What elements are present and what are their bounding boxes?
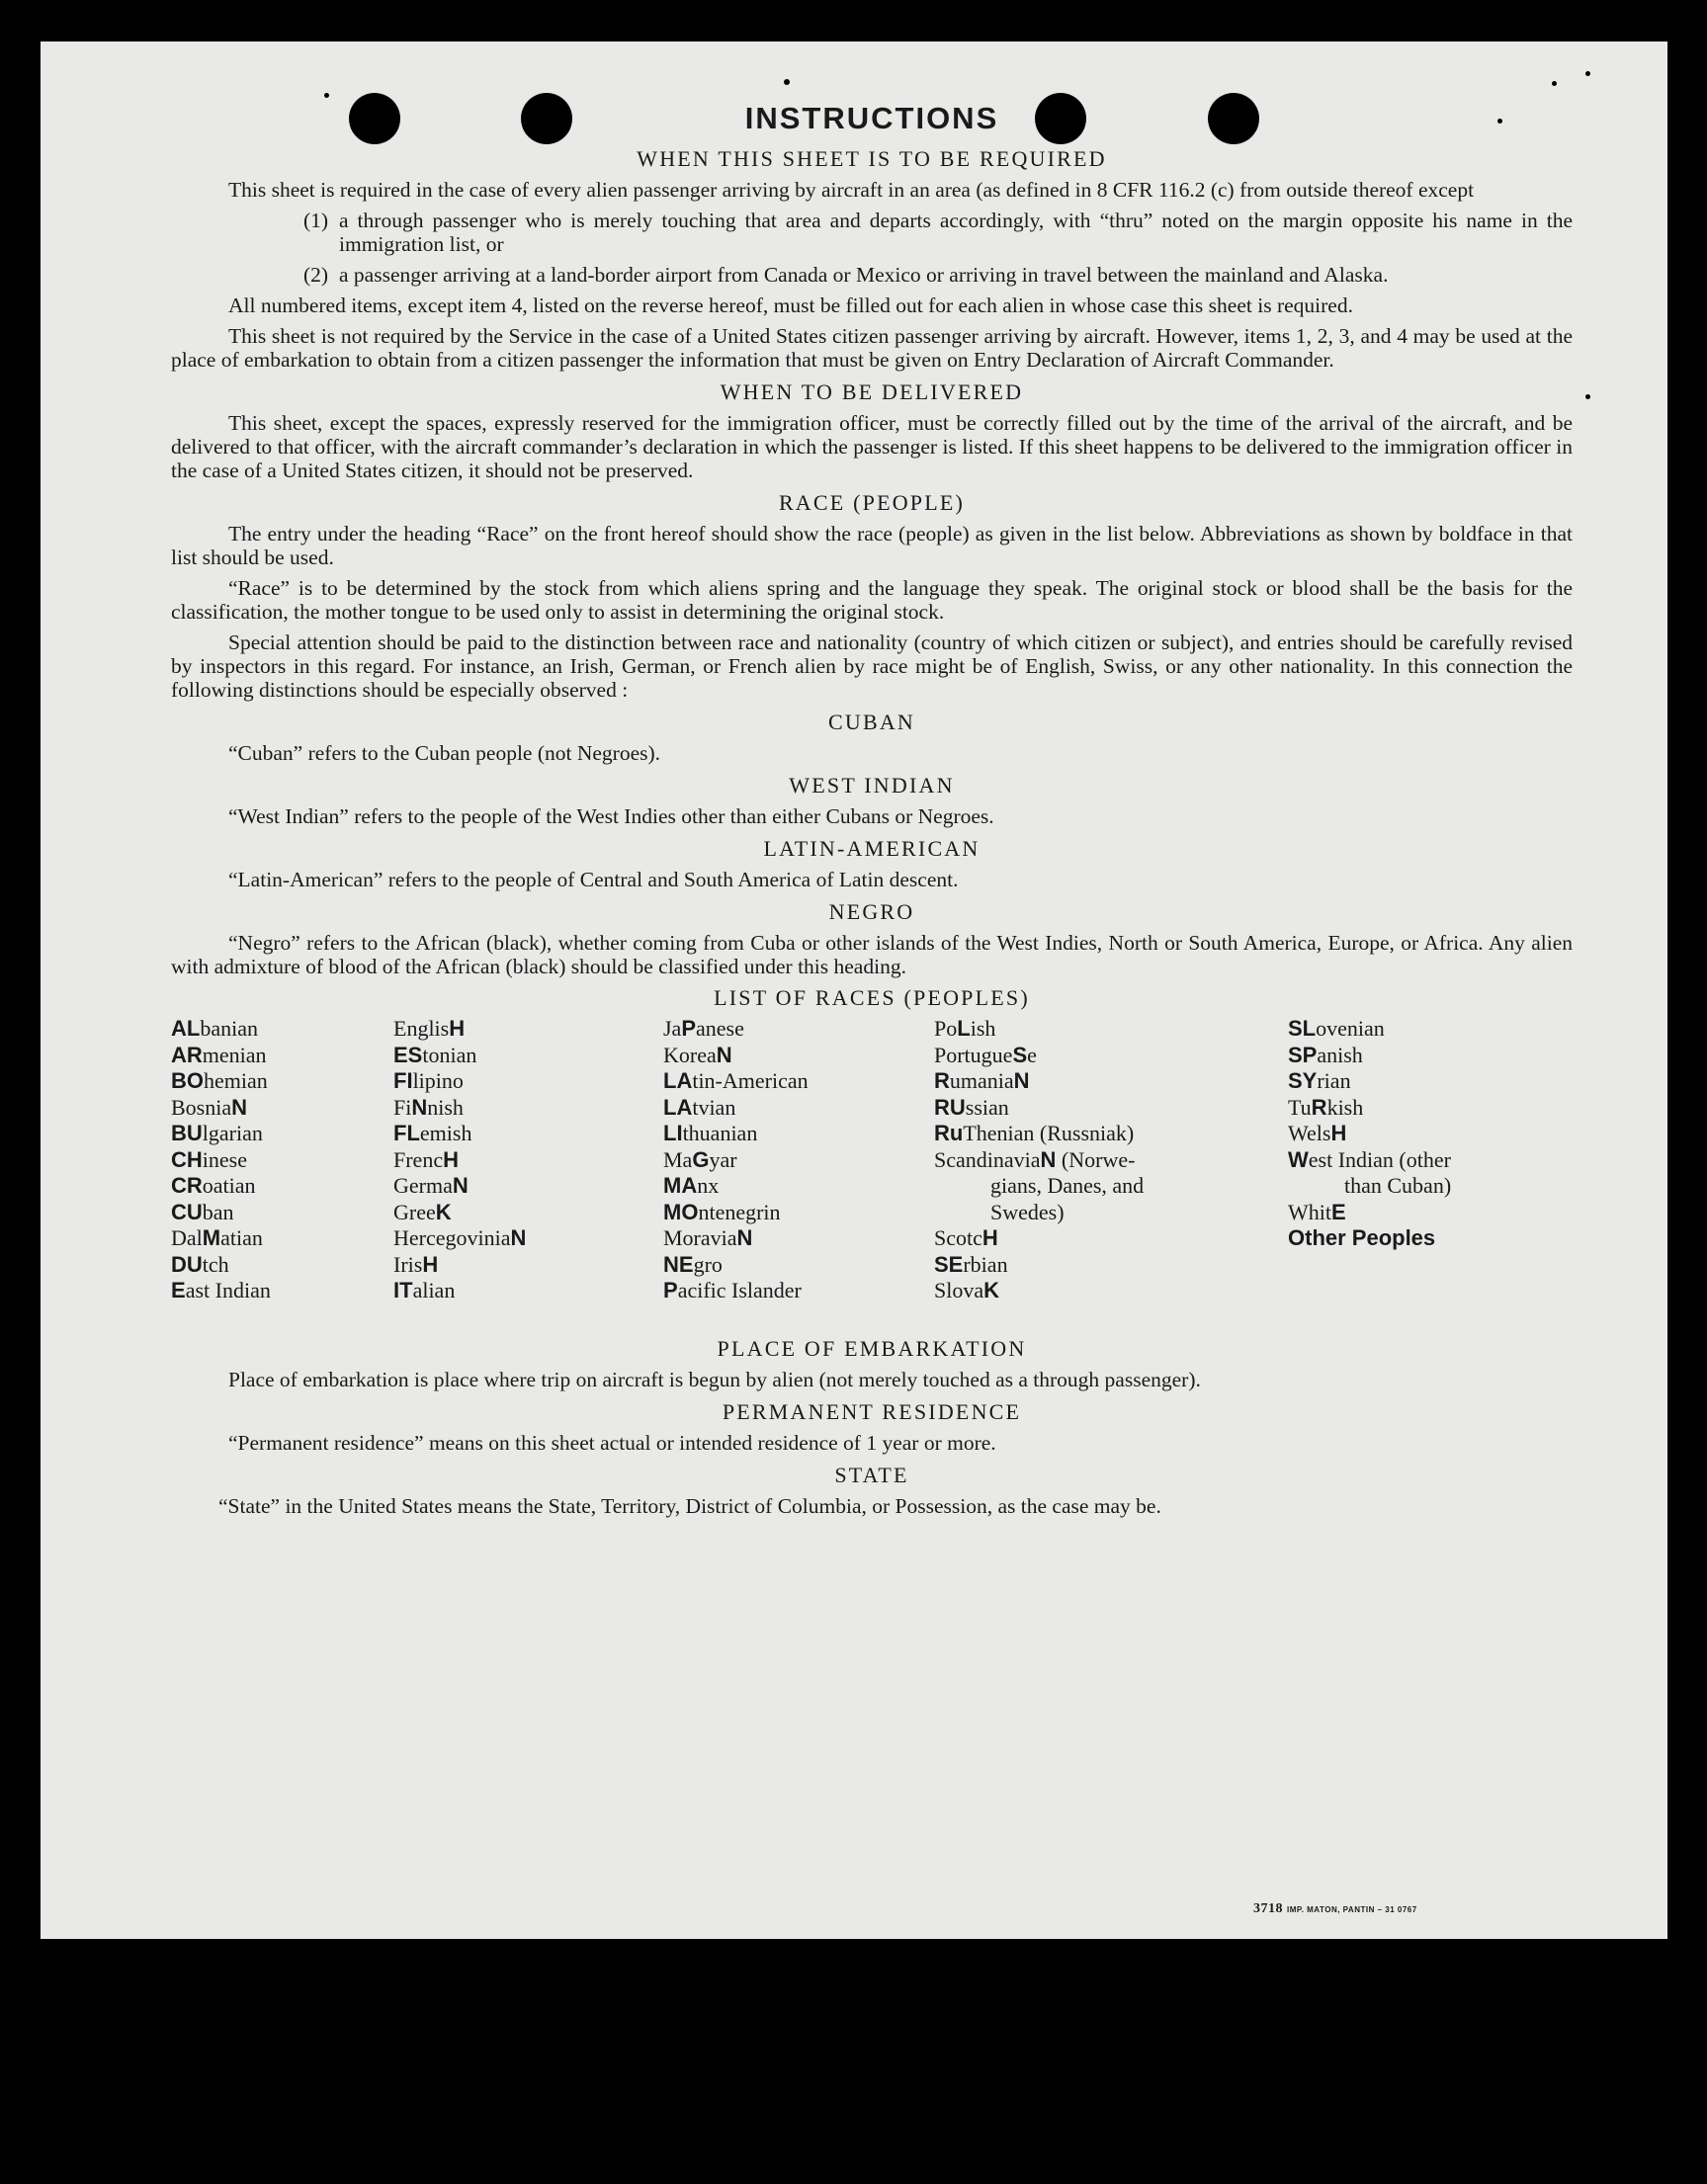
heading-permanent-residence: PERMANENT RESIDENCE (722, 1399, 1022, 1424)
race-entry: PortugueSe (934, 1042, 1037, 1067)
paragraph: All numbered items, except item 4, listed on the reverse hereof, must be filled out for each alien in whose case this sheet is required. (228, 294, 1353, 317)
paragraph: Special attention should be paid to the distinction between race and nationality (country of which citizen or subject), and entries should be carefully revised by inspectors in this regard. For instance, an Irish, German, or French alien by race might be of English, Swiss, or any other nationality. In this connection the following distinctions should be especially observed : (171, 630, 1573, 702)
race-entry: RuThenian (Russniak) (934, 1121, 1135, 1145)
speck (784, 79, 790, 85)
races-column (1288, 1016, 1451, 1252)
race-entry: FrencH (393, 1146, 459, 1172)
race-entry: ARmenian (171, 1042, 267, 1067)
race-entry: PoLish (934, 1016, 996, 1041)
heading-state: STATE (834, 1463, 909, 1487)
race-entry: KoreaN (663, 1042, 732, 1067)
list-item (171, 209, 1573, 256)
race-entry: CHinese (171, 1146, 247, 1172)
paragraph: This sheet is required in the case of every alien passenger arriving by aircraft in an area (as defined in 8 CFR 116.2 (c) from outside thereof except (228, 178, 1475, 202)
form-number: 3718 (1253, 1901, 1283, 1916)
paragraph: This sheet is not required by the Service in the case of a United States citizen passenger arriving by aircraft. However, items 1, 2, 3, and 4 may be used at the place of embarkation to obtain from a citizen passenger the information that must be given on Entry Declaration of Aircraft Commander. (171, 324, 1573, 372)
race-entry: WelsH (1288, 1121, 1347, 1145)
list-item (171, 263, 1573, 287)
race-entry-continuation: than Cuban) (1344, 1173, 1452, 1198)
races-column (663, 1016, 809, 1304)
race-entry: GermaN (393, 1173, 469, 1198)
paragraph: “Negro” refers to the African (black), whether coming from Cuba or other islands of the West Indies, North or South America, Europe, or Africa. Any alien with admixture of blood of the African (black) should be classified under this heading. (171, 931, 1573, 978)
paragraph: “Cuban” refers to the Cuban people (not Negroes). (228, 741, 661, 765)
race-entry: BOhemian (171, 1068, 268, 1093)
document-sheet (41, 42, 1667, 1939)
speck (1552, 81, 1557, 86)
race-entry: ITalian (393, 1278, 456, 1302)
paragraph: The entry under the heading “Race” on the front hereof should show the race (people) as given in the list below. Abbreviations as shown by boldface in that list should be used. (171, 522, 1573, 569)
race-entry: CRoatian (171, 1173, 256, 1198)
item-number: (1) (303, 209, 329, 232)
race-entry: RumaniaN (934, 1068, 1030, 1093)
item-text: a passenger arriving at a land-border airport from Canada or Mexico or arriving in travel between the mainland and Alaska. (339, 263, 1389, 287)
race-entry-continuation: Swedes) (990, 1199, 1065, 1224)
race-entry: EStonian (393, 1042, 477, 1067)
race-entry: SPanish (1288, 1042, 1363, 1067)
page-title: INSTRUCTIONS (744, 101, 999, 135)
race-entry: CUban (171, 1199, 234, 1224)
heading-list-of-races: LIST OF RACES (PEOPLES) (714, 985, 1030, 1010)
heading-latin-american: LATIN-AMERICAN (763, 836, 981, 861)
item-number: (2) (303, 263, 329, 287)
races-column (393, 1016, 526, 1304)
paragraph: “West Indian” refers to the people of the West Indies other than either Cubans or Negroes. (228, 804, 994, 828)
race-entry: ScandinaviaN (Norwe- gians, Danes, and Swedes) (934, 1146, 1145, 1224)
race-entry: FIlipino (393, 1068, 464, 1093)
race-entry: FiNnish (393, 1094, 464, 1120)
paragraph: Place of embarkation is place where trip on aircraft is begun by alien (not merely touched as a through passenger). (228, 1368, 1201, 1391)
races-column (171, 1016, 271, 1304)
heading-west-indian: WEST INDIAN (789, 773, 955, 798)
paragraph: This sheet, except the spaces, expressly reserved for the immigration officer, must be correctly filled out by the time of the arrival of the aircraft, and be delivered to that officer, with the aircraft commander’s declaration in which the passenger is listed. If this sheet happens to be delivered to the immigration officer in the case of a United States citizen, it should not be preserved. (171, 411, 1573, 482)
race-entry: BosniaN (171, 1094, 248, 1120)
paragraph: “Permanent residence” means on this sheet actual or intended residence of 1 year or more. (228, 1431, 996, 1455)
races-list (171, 1016, 1573, 1328)
race-entry: LAtvian (663, 1094, 736, 1120)
heading-race: RACE (PEOPLE) (778, 490, 966, 515)
race-entry: ALbanian (171, 1016, 258, 1041)
instructions-content (171, 99, 1573, 1524)
race-entry: MOntenegrin (663, 1199, 781, 1224)
speck (1585, 71, 1590, 76)
race-entry-continuation: gians, Danes, and (990, 1173, 1145, 1198)
race-entry: FLemish (393, 1121, 472, 1145)
race-entry: SLovenian (1288, 1016, 1385, 1041)
printer-footer (1253, 1901, 1417, 1917)
race-entry: SErbian (934, 1251, 1008, 1277)
race-entry: MaGyar (663, 1146, 737, 1172)
paragraph: “Race” is to be determined by the stock from which aliens spring and the language they speak. The original stock or blood shall be the basis for the classification, the mother tongue to be used only to assist in determining the original stock. (171, 576, 1573, 624)
races-column (934, 1016, 1144, 1304)
race-entry: LAtin-American (663, 1068, 809, 1093)
heading-place-of-embarkation: PLACE OF EMBARKATION (717, 1336, 1027, 1361)
race-entry: HercegoviniaN (393, 1225, 527, 1250)
race-entry: BUlgarian (171, 1121, 263, 1145)
race-entry: RUssian (934, 1094, 1009, 1120)
race-entry: MAnx (663, 1173, 720, 1198)
race-entry: West Indian (other than Cuban) (1288, 1146, 1452, 1198)
heading-cuban: CUBAN (827, 710, 915, 734)
speck (324, 93, 329, 98)
race-entry: LIthuanian (663, 1121, 758, 1145)
paragraph: “Latin-American” refers to the people of Central and South America of Latin descent. (228, 868, 959, 891)
heading-when-delivered: WHEN TO BE DELIVERED (720, 379, 1024, 404)
race-entry: Other Peoples (1288, 1225, 1436, 1250)
race-entry: DUtch (171, 1251, 229, 1277)
item-text: a through passenger who is merely touching that area and departs accordingly, with “thru” noted on the margin opposite his name in the immigration list, or (339, 209, 1573, 256)
race-entry: East Indian (171, 1278, 271, 1302)
race-entry: IrisH (393, 1251, 439, 1277)
race-entry: SYrian (1288, 1068, 1351, 1093)
heading-when-required: WHEN THIS SHEET IS TO BE REQUIRED (637, 146, 1107, 171)
race-entry: WhitE (1288, 1199, 1346, 1224)
paragraph: “State” in the United States means the State, Territory, District of Columbia, or Possession, as the case may be. (218, 1494, 1161, 1518)
race-entry: EnglisH (393, 1016, 466, 1041)
printer-imprint: IMP. MATON, PANTIN – 31 0767 (1287, 1905, 1417, 1914)
race-entry: GreeK (393, 1199, 452, 1224)
race-entry: SlovaK (934, 1278, 1000, 1302)
race-entry: DalMatian (171, 1225, 263, 1250)
race-entry: ScotcH (934, 1225, 998, 1250)
race-entry: NEgro (663, 1251, 723, 1277)
race-entry: TuRkish (1288, 1094, 1364, 1120)
race-entry: JaPanese (663, 1016, 744, 1041)
heading-negro: NEGRO (828, 899, 915, 924)
speck (1585, 394, 1590, 399)
race-entry: Pacific Islander (663, 1278, 802, 1302)
race-entry: MoraviaN (663, 1225, 753, 1250)
